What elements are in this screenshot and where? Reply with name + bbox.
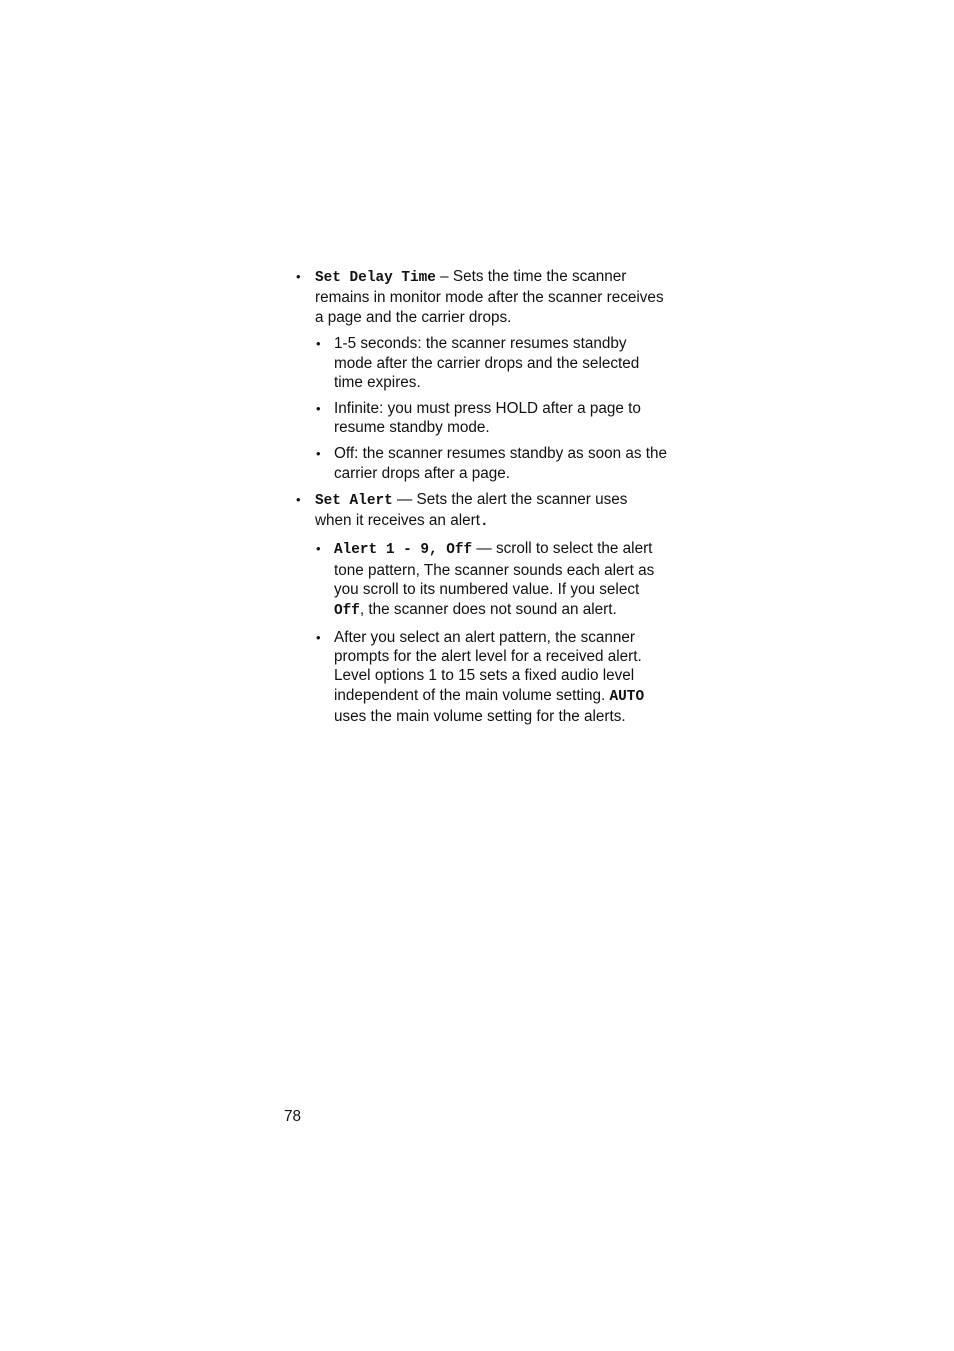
bullet: • (316, 336, 321, 352)
bullet: • (296, 269, 301, 284)
period: . (479, 513, 489, 530)
bullet: • (296, 491, 301, 507)
sub-item-text: Infinite: you must press HOLD after a page to resume standby mode. (334, 399, 641, 437)
sub-item-text: — scroll to select the alert tone pattern, The scanner sounds each alert as you scroll to its numbered value. If you select (334, 540, 655, 599)
sub-item-off (296, 444, 668, 483)
menu-option-code: Set Delay Time (315, 270, 436, 286)
sub-item-text: , the scanner does not sound an alert. (359, 600, 617, 618)
sub-item-1-5-seconds (296, 334, 668, 392)
sub-item-text: Off: the scanner resumes standby as soon as the carrier drops after a page. (334, 445, 668, 482)
sub-item-alert-1-9-off (296, 539, 668, 621)
bullet: • (316, 541, 321, 557)
sub-item-text: 1-5 seconds: the scanner resumes standby mode after the carrier drops and the selected time expires. (334, 335, 640, 392)
item-description: – Sets the time the scanner remains in monitor mode after the scanner receives a page and the carrier drops. (315, 268, 664, 326)
bullet: • (316, 629, 321, 645)
list-item-set-alert (296, 490, 668, 533)
option-code-off: Off (334, 602, 360, 619)
option-code: Alert 1 - 9, Off (334, 542, 473, 559)
item-description: — Sets the alert the scanner uses when it receives an alert (315, 490, 628, 529)
sub-item-infinite (296, 399, 668, 438)
menu-option-code: Set Alert (315, 492, 393, 509)
page-number: 78 (284, 1108, 302, 1125)
option-code-auto: AUTO (609, 688, 645, 705)
list-item-set-delay-time (296, 267, 668, 327)
sub-item-text: uses the main volume setting for the alerts. (334, 708, 626, 726)
manual-content (296, 267, 668, 727)
sub-item-text: After you select an alert pattern, the scanner prompts for the alert level for a received alert. Level options 1 to 15 sets a fixed audio level independent of the main volume setting. (334, 628, 642, 704)
sub-item-alert-level (296, 628, 668, 727)
bullet: • (316, 400, 321, 416)
bullet: • (316, 446, 321, 462)
